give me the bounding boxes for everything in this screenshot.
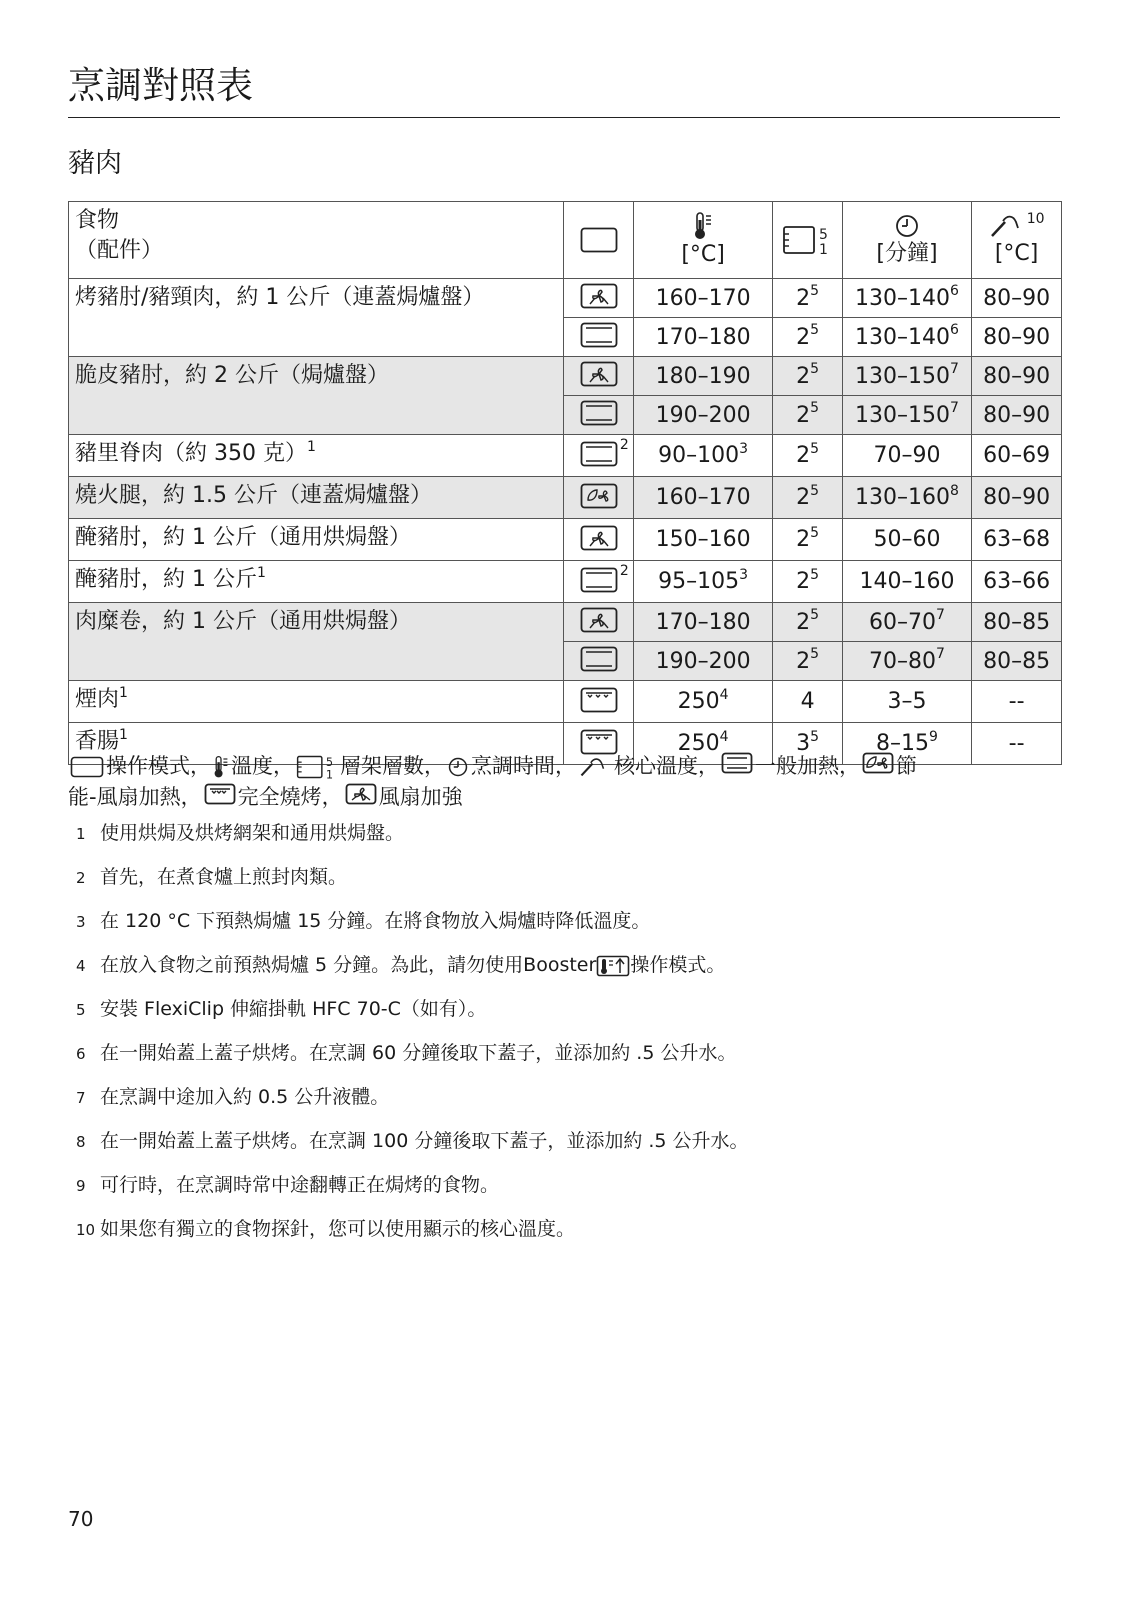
table-row <box>69 519 1062 561</box>
temperature-value: 90–100 <box>658 443 740 468</box>
svg-text:1: 1 <box>818 242 828 256</box>
legend-eco-b: 能-風扇加熱， <box>68 785 202 809</box>
footnote-ref: 5 <box>810 524 820 541</box>
shelf-level-cell <box>773 357 842 396</box>
food-name: 肉糜卷，約 1 公斤（通用烘焗盤） <box>75 609 411 634</box>
footnote-ref: 5 <box>810 728 820 745</box>
header-shelf-level <box>773 202 842 279</box>
legend-fan: 風扇加強 <box>378 785 463 809</box>
temperature-value: 180–190 <box>655 363 751 389</box>
time-value: 130–140 <box>855 285 951 311</box>
header-mode <box>564 202 633 279</box>
footnote-text-tail: 操作模式。 <box>630 954 726 976</box>
food-cell <box>69 279 564 357</box>
time-value: 8–15 <box>876 731 930 756</box>
footnote-text: 使用烘焗及烘烤網架和通用烘焗盤。 <box>100 822 405 844</box>
footnote-number: 6 <box>76 1045 86 1063</box>
shelf-level-cell <box>773 477 842 519</box>
shelf-level-cell <box>773 279 842 318</box>
conventional-heat-icon <box>580 567 618 597</box>
core-temp-value: 80–85 <box>983 648 1051 674</box>
footnote-ref: 4 <box>719 686 729 703</box>
footnote-text: 首先，在煮食爐上煎封肉類。 <box>100 866 348 888</box>
temperature-cell <box>633 435 773 477</box>
footnote-text: 安裝 FlexiClip 伸縮掛軌 HFC 70-C（如有）。 <box>100 998 487 1020</box>
core-temp-value: 80–90 <box>983 285 1051 311</box>
core-temp-cell <box>972 603 1062 642</box>
footnote-item <box>68 862 1058 906</box>
temperature-cell <box>633 681 773 723</box>
mode-cell <box>564 279 633 318</box>
table-row <box>69 561 1062 603</box>
temperature-value: 170–180 <box>655 324 751 350</box>
thermometer-icon <box>693 211 713 241</box>
food-name: 脆皮豬肘，約 2 公斤（焗爐盤） <box>75 363 389 388</box>
eco-fan-heat-icon <box>862 752 894 782</box>
fan-plus-icon <box>345 783 377 813</box>
time-value: 60–70 <box>869 609 937 635</box>
shelf-level-cell <box>773 396 842 435</box>
header-temp-unit: [°C] <box>681 242 725 267</box>
time-value: 50–60 <box>873 527 941 552</box>
food-name: 煙肉 <box>75 687 120 712</box>
header-accessory-label: （配件） <box>75 238 164 263</box>
footnote-ref: 6 <box>950 283 959 300</box>
section-title: 豬肉 <box>68 148 122 179</box>
conventional-heat-icon <box>580 400 618 430</box>
svg-text:1: 1 <box>325 768 334 780</box>
mode-icon <box>70 756 104 778</box>
core-temp-cell <box>972 519 1062 561</box>
core-temp-value: 60–69 <box>983 443 1051 468</box>
footnote-number: 5 <box>76 1001 86 1019</box>
food-cell <box>69 519 564 561</box>
shelf-level-cell <box>773 603 842 642</box>
footnote-ref: 5 <box>810 566 820 583</box>
header-time-unit: [分鐘] <box>876 241 938 266</box>
legend-eco-a: 節 <box>896 754 917 778</box>
footnote-text: 在一開始蓋上蓋子烘烤。在烹調 100 分鐘後取下蓋子，並添加約 .5 公升水。 <box>100 1130 749 1152</box>
time-cell <box>842 603 971 642</box>
food-name: 香腸 <box>75 729 120 754</box>
footnotes <box>68 818 1058 1258</box>
core-temp-cell <box>972 477 1062 519</box>
mode-cell <box>564 519 633 561</box>
mode-cell <box>564 642 633 681</box>
temperature-value: 95–105 <box>658 569 740 594</box>
footnote-ref: 5 <box>810 607 820 624</box>
core-temp-value: 80–90 <box>983 402 1051 428</box>
time-cell <box>842 318 971 357</box>
core-temp-value: 80–90 <box>983 485 1051 510</box>
footnote-item <box>68 1126 1058 1170</box>
temperature-value: 250 <box>677 689 720 714</box>
footnote-number: 8 <box>76 1133 86 1151</box>
shelf-level-value: 2 <box>796 285 811 311</box>
time-value: 70–90 <box>873 443 941 468</box>
temperature-cell <box>633 561 773 603</box>
footnote-number: 9 <box>76 1177 86 1195</box>
core-temp-cell <box>972 561 1062 603</box>
mode-cell <box>564 396 633 435</box>
core-temp-value: 63–66 <box>983 569 1051 594</box>
table-row <box>69 435 1062 477</box>
table-row <box>69 603 1062 642</box>
clock-icon <box>894 213 920 239</box>
booster-icon <box>596 955 630 977</box>
temperature-cell <box>633 519 773 561</box>
footnote-ref: 1 <box>119 684 128 701</box>
page-number: 70 <box>68 1507 94 1531</box>
probe-icon <box>989 213 1027 239</box>
footnote-ref: 5 <box>810 361 820 378</box>
conventional-heat-icon <box>580 322 618 352</box>
probe-icon <box>578 756 612 778</box>
shelf-level-cell <box>773 318 842 357</box>
food-name: 醃豬肘，約 1 公斤 <box>75 567 257 592</box>
footnote-ref: 5 <box>810 283 820 300</box>
temperature-value: 160–170 <box>655 285 751 311</box>
core-temp-cell <box>972 396 1062 435</box>
shelf-level-value: 2 <box>796 485 811 510</box>
temperature-cell <box>633 603 773 642</box>
shelf-level-cell <box>773 435 842 477</box>
footnote-text: 在放入食物之前預熱焗爐 5 分鐘。為此，請勿使用Booster <box>100 954 597 976</box>
food-cell <box>69 603 564 681</box>
footnote-item <box>68 994 1058 1038</box>
clock-icon <box>447 756 469 778</box>
footnote-item <box>68 1038 1058 1082</box>
table-row <box>69 681 1062 723</box>
core-temp-cell <box>972 279 1062 318</box>
mode-cell <box>564 681 633 723</box>
footnote-ref: 7 <box>936 646 945 663</box>
shelf-level-value: 2 <box>796 648 811 674</box>
conventional-heat-icon <box>580 441 618 471</box>
time-value: 70–80 <box>869 648 937 674</box>
footnote-ref: 5 <box>810 646 820 663</box>
full-grill-icon <box>580 687 618 717</box>
table-header-row <box>69 202 1062 279</box>
footnote-ref: 5 <box>810 440 820 457</box>
footnote-number: 7 <box>76 1089 86 1107</box>
table-body <box>69 279 1062 765</box>
food-cell <box>69 357 564 435</box>
shelf-level-icon <box>296 754 338 780</box>
footnote-number: 4 <box>76 957 86 975</box>
footnote-ref: 8 <box>950 482 959 499</box>
time-value: 130–150 <box>855 402 951 428</box>
table-row <box>69 477 1062 519</box>
time-cell <box>842 519 971 561</box>
legend-grill: 完全燒烤， <box>237 785 343 809</box>
core-temp-value: 80–90 <box>983 324 1051 350</box>
footnote-ref: 1 <box>119 726 128 743</box>
shelf-level-cell <box>773 561 842 603</box>
temperature-cell <box>633 279 773 318</box>
fan-plus-icon <box>580 283 618 313</box>
header-food <box>69 202 564 279</box>
footnote-text: 如果您有獨立的食物探針，您可以使用顯示的核心溫度。 <box>100 1218 576 1240</box>
fan-plus-icon <box>580 525 618 555</box>
legend-core: 核心溫度， <box>614 754 719 778</box>
footnote-item <box>68 906 1058 950</box>
food-name: 燒火腿，約 1.5 公斤（連蓋焗爐盤） <box>75 483 432 508</box>
footnote-ref: 9 <box>929 728 938 745</box>
footnote-ref: 7 <box>950 361 959 378</box>
core-temp-cell <box>972 318 1062 357</box>
footnote-item <box>68 950 1058 994</box>
time-cell <box>842 396 971 435</box>
footnote-ref: 6 <box>950 322 959 339</box>
mode-cell: 2 <box>564 561 633 603</box>
shelf-level-value: 2 <box>796 569 811 594</box>
footnote-number: 10 <box>76 1221 96 1239</box>
title-divider <box>68 117 1060 118</box>
food-name: 醃豬肘，約 1 公斤（通用烘焗盤） <box>75 525 411 550</box>
mode-cell: 2 <box>564 435 633 477</box>
footnote-number: 2 <box>76 869 86 887</box>
food-cell <box>69 435 564 477</box>
food-cell <box>69 561 564 603</box>
footnote-ref: 5 <box>810 400 820 417</box>
footnote-ref: 1 <box>306 438 316 455</box>
header-temperature <box>633 202 773 279</box>
temperature-value: 250 <box>677 731 720 756</box>
cooking-chart-table <box>68 201 1062 765</box>
shelf-level-cell <box>773 681 842 723</box>
header-core-footnote-ref: 10 <box>1026 210 1045 227</box>
legend <box>68 751 1058 813</box>
footnote-ref: 5 <box>810 322 820 339</box>
mode-icon <box>580 227 618 253</box>
svg-text:5: 5 <box>325 756 334 770</box>
shelf-level-cell <box>773 519 842 561</box>
food-name: 烤豬肘/豬頸肉，約 1 公斤（連蓋焗爐盤） <box>75 285 485 310</box>
legend-mode: 操作模式， <box>106 754 211 778</box>
eco-fan-heat-icon <box>580 483 618 513</box>
temperature-cell <box>633 477 773 519</box>
core-temp-value: -- <box>1008 731 1025 756</box>
temperature-value: 170–180 <box>655 609 751 635</box>
footnote-ref: 4 <box>719 728 729 745</box>
time-value: 130–150 <box>855 363 951 389</box>
mode-cell <box>564 357 633 396</box>
table-row <box>69 279 1062 318</box>
conventional-heat-icon <box>580 646 618 676</box>
temperature-cell <box>633 357 773 396</box>
core-temp-value: 80–90 <box>983 363 1051 389</box>
full-grill-icon <box>204 783 236 813</box>
shelf-level-icon <box>782 224 834 256</box>
time-cell <box>842 561 971 603</box>
food-cell <box>69 681 564 723</box>
time-value: 140–160 <box>859 569 955 594</box>
shelf-level-value: 2 <box>796 609 811 635</box>
footnote-ref: 3 <box>739 566 749 583</box>
core-temp-value: -- <box>1008 689 1025 714</box>
time-cell <box>842 279 971 318</box>
time-value: 130–140 <box>855 324 951 350</box>
time-cell <box>842 477 971 519</box>
footnote-text: 可行時，在烹調時常中途翻轉正在焗烤的食物。 <box>100 1174 500 1196</box>
core-temp-cell <box>972 642 1062 681</box>
food-name: 豬里脊肉（約 350 克） <box>75 441 307 466</box>
footnote-number: 3 <box>76 913 86 931</box>
shelf-level-cell <box>773 642 842 681</box>
header-core-unit: [°C] <box>994 241 1039 266</box>
time-cell <box>842 435 971 477</box>
footnote-ref: 1 <box>256 564 266 581</box>
legend-temp: 溫度， <box>231 754 294 778</box>
time-cell <box>842 681 971 723</box>
conventional-heat-icon <box>721 752 753 782</box>
temperature-cell <box>633 396 773 435</box>
temperature-cell <box>633 642 773 681</box>
core-temp-value: 63–68 <box>983 527 1051 552</box>
temperature-value: 150–160 <box>655 527 751 552</box>
shelf-level-value: 2 <box>796 443 811 468</box>
footnote-number: 1 <box>76 825 86 843</box>
time-cell <box>842 642 971 681</box>
temperature-cell <box>633 318 773 357</box>
shelf-level-value: 2 <box>796 527 811 552</box>
temperature-value: 190–200 <box>655 648 751 674</box>
core-temp-cell <box>972 435 1062 477</box>
footnote-ref: 5 <box>810 482 820 499</box>
footnote-ref: 7 <box>936 607 945 624</box>
time-cell <box>842 357 971 396</box>
shelf-level-value: 2 <box>796 324 811 350</box>
core-temp-cell <box>972 681 1062 723</box>
time-value: 130–160 <box>855 485 951 510</box>
footnote-item <box>68 818 1058 862</box>
shelf-level-value: 3 <box>796 731 811 756</box>
temperature-value: 190–200 <box>655 402 751 428</box>
time-value: 3–5 <box>887 689 927 714</box>
svg-text:5: 5 <box>818 227 828 243</box>
table-row <box>69 357 1062 396</box>
shelf-level-value: 4 <box>800 689 815 714</box>
legend-time: 烹調時間， <box>471 754 576 778</box>
mode-cell <box>564 477 633 519</box>
fan-plus-icon <box>580 607 618 637</box>
fan-plus-icon <box>580 361 618 391</box>
footnote-item <box>68 1170 1058 1214</box>
shelf-level-value: 2 <box>796 363 811 389</box>
footnote-ref: 7 <box>950 400 959 417</box>
food-cell <box>69 477 564 519</box>
thermometer-icon <box>213 755 229 779</box>
footnote-text: 在一開始蓋上蓋子烘烤。在烹調 60 分鐘後取下蓋子，並添加約 .5 公升水。 <box>100 1042 737 1064</box>
legend-conventional: 一般加熱， <box>755 754 860 778</box>
footnote-text: 在烹調中途加入約 0.5 公升液體。 <box>100 1086 390 1108</box>
header-food-label: 食物 <box>75 208 120 233</box>
mode-cell <box>564 603 633 642</box>
footnote-ref: 3 <box>739 440 749 457</box>
core-temp-cell <box>972 357 1062 396</box>
header-core-temperature <box>972 202 1062 279</box>
core-temp-value: 80–85 <box>983 609 1051 635</box>
temperature-value: 160–170 <box>655 485 751 510</box>
header-time <box>842 202 971 279</box>
footnote-item <box>68 1214 1058 1258</box>
footnote-text: 在 120 °C 下預熱焗爐 15 分鐘。在將食物放入焗爐時降低溫度。 <box>100 910 651 932</box>
shelf-level-value: 2 <box>796 402 811 428</box>
page-title: 烹調對照表 <box>68 64 253 107</box>
mode-cell <box>564 318 633 357</box>
legend-level: 層架層數， <box>340 754 445 778</box>
footnote-item <box>68 1082 1058 1126</box>
